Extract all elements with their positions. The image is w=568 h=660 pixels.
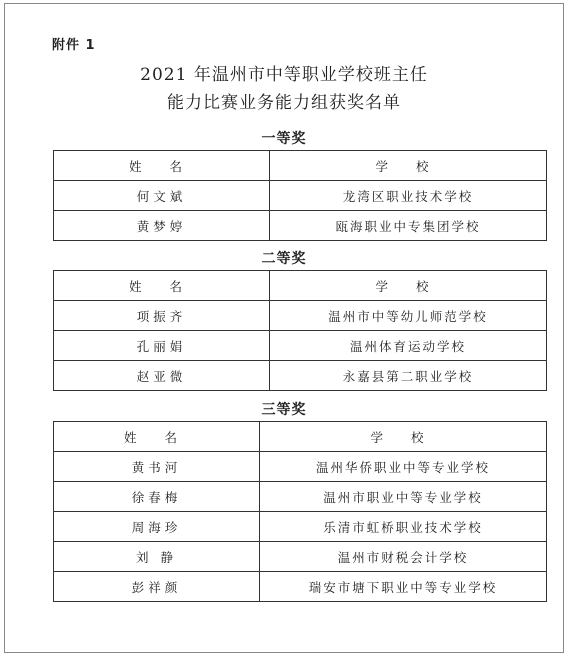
column-header-school: 学 校 xyxy=(270,151,547,181)
winner-school: 温州市财税会计学校 xyxy=(260,542,547,572)
winner-school: 温州体育运动学校 xyxy=(270,331,547,361)
document-title-line2: 能力比赛业务能力组获奖名单 xyxy=(167,93,401,113)
column-header-school: 学 校 xyxy=(260,422,547,452)
section-title-first-prize: 一等奖 xyxy=(261,131,307,147)
table-header-row xyxy=(54,422,547,452)
winner-name: 周海珍 xyxy=(54,512,260,542)
winner-name: 彭祥颜 xyxy=(54,572,260,602)
column-header-name: 姓 名 xyxy=(54,271,270,301)
winner-school: 瑞安市塘下职业中等专业学校 xyxy=(260,572,547,602)
winner-name: 赵亚微 xyxy=(54,361,270,391)
attachment-label: 附件 1 xyxy=(52,38,96,53)
winner-school: 瓯海职业中专集团学校 xyxy=(270,211,547,241)
first-prize-table xyxy=(53,150,547,241)
third-prize-table xyxy=(53,421,547,602)
section-title-third-prize: 三等奖 xyxy=(261,402,307,418)
table-header-row xyxy=(54,271,547,301)
table-row xyxy=(54,361,547,391)
table-row xyxy=(54,482,547,512)
table-row xyxy=(54,211,547,241)
winner-school: 龙湾区职业技术学校 xyxy=(270,181,547,211)
winner-name: 徐春梅 xyxy=(54,482,260,512)
table-row xyxy=(54,542,547,572)
table-row xyxy=(54,572,547,602)
winner-school: 温州华侨职业中等专业学校 xyxy=(260,452,547,482)
winner-name: 项振齐 xyxy=(54,301,270,331)
winner-school: 永嘉县第二职业学校 xyxy=(270,361,547,391)
winner-school: 温州市中等幼儿师范学校 xyxy=(270,301,547,331)
column-header-name: 姓 名 xyxy=(54,151,270,181)
table-row xyxy=(54,181,547,211)
second-prize-table xyxy=(53,270,547,391)
column-header-school: 学 校 xyxy=(270,271,547,301)
document-page xyxy=(4,3,564,653)
winner-name: 孔丽娟 xyxy=(54,331,270,361)
winner-name: 黄梦婷 xyxy=(54,211,270,241)
document-title-line1: 2021 年温州市中等职业学校班主任 xyxy=(140,65,428,85)
table-row xyxy=(54,301,547,331)
winner-name: 何文斌 xyxy=(54,181,270,211)
winner-school: 温州市职业中等专业学校 xyxy=(260,482,547,512)
winner-name: 刘 静 xyxy=(54,542,260,572)
column-header-name: 姓 名 xyxy=(54,422,260,452)
winner-name: 黄书河 xyxy=(54,452,260,482)
winner-school: 乐清市虹桥职业技术学校 xyxy=(260,512,547,542)
section-title-second-prize: 二等奖 xyxy=(261,251,307,267)
table-row xyxy=(54,452,547,482)
table-header-row xyxy=(54,151,547,181)
table-row xyxy=(54,331,547,361)
table-row xyxy=(54,512,547,542)
